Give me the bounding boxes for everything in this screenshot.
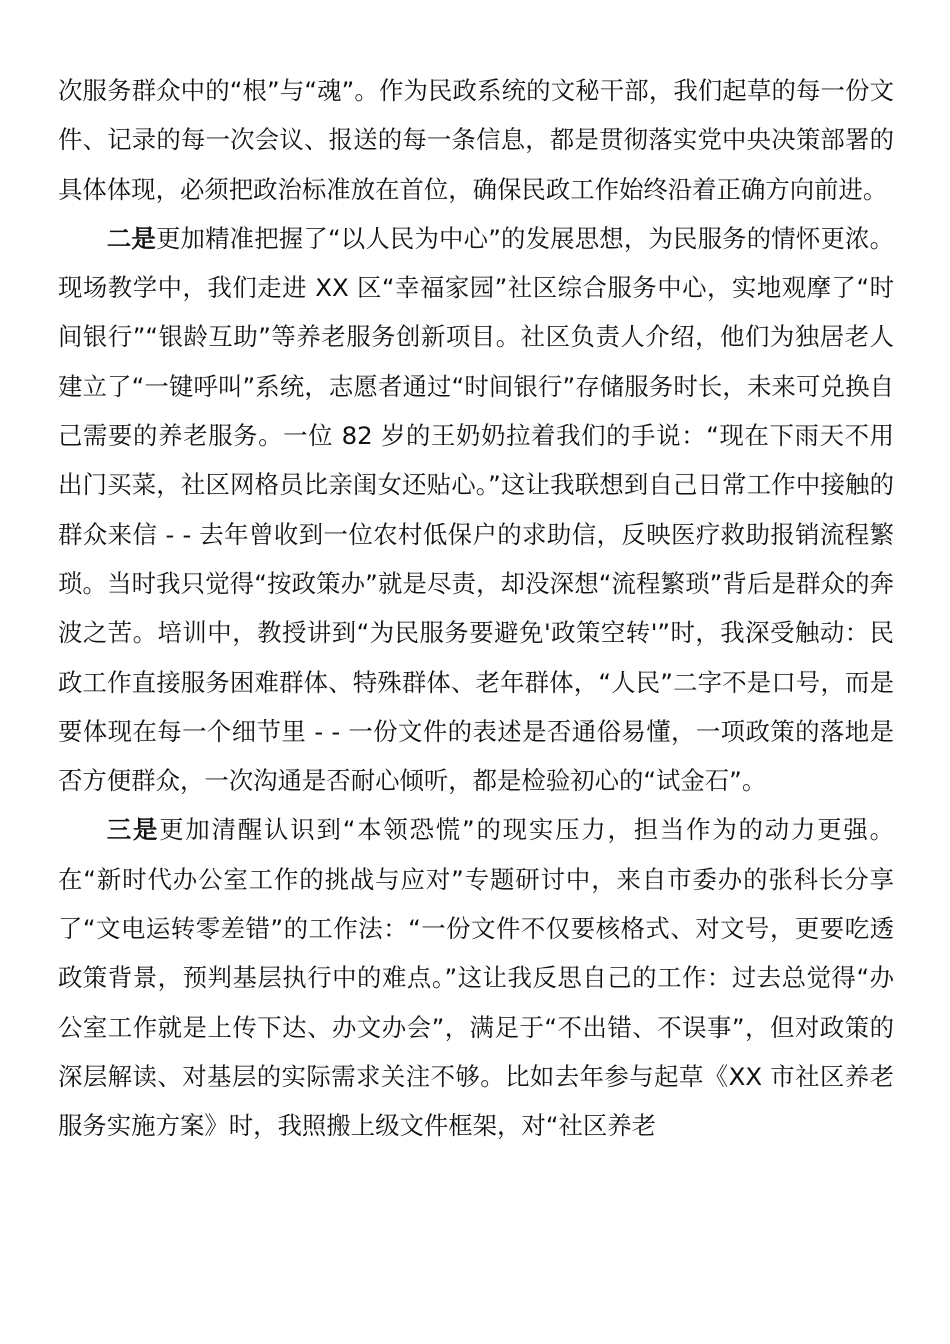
paragraph-3-text: 更加清醒认识到“本领恐慌”的现实压力，担当作为的动力更强。在“新时代办公室工作的挑战与应对”专题研讨中，来自市委办的张科长分享了“文电运转零差错”的工作法：“一份文件不仅要核格式、对文号，更要吃透政策背景，预判基层执行中的难点。”这让我反思自己的工作：过去总觉得“办公室工作就是上传下达、办文办会”，满足于“不出错、不误事”，但对政策的深层解读、对基层的实际需求关注不够。比如去年参与起草《XX 市社区养老服务实施方案》时，我照搬上级文件框架，对“社区养老	[58, 815, 894, 1141]
paragraph-2-text: 更加精准把握了“以人民为中心”的发展思想，为民服务的情怀更浓。现场教学中，我们走进 XX 区“幸福家园”社区综合服务中心，实地观摩了“时间银行”“银龄互助”等养老服务创新项目。社区负责人介绍，他们为独居老人建立了“一键呼叫”系统，志愿者通过“时间银行”存储服务时长，未来可兑换自己需要的养老服务。一位 82 岁的王奶奶拉着我们的手说：“现在下雨天不用出门买菜，社区网格员比亲闺女还贴心。”这让我联想到自己日常工作中接触的群众来信 - - 去年曾收到一位农村低保户的求助信，反映医疗救助报销流程繁琐。当时我只觉得“按政策办”就是尽责，却没深想“流程繁琐”背后是群众的奔波之苦。培训中，教授讲到“为民服务要避免'政策空转'”时，我深受触动：民政工作直接服务困难群体、特殊群体、老年群体，“人民”二字不是口号，而是要体现在每一个细节里 - - 一份文件的表述是否通俗易懂，一项政策的落地是否方便群众，一次沟通是否耐心倾听，都是检验初心的“试金石”。	[58, 223, 894, 796]
paragraph-2-lead: 二是	[106, 223, 156, 253]
document-page	[58, 66, 894, 1151]
paragraph-3	[58, 805, 894, 1150]
paragraph-1	[58, 66, 894, 214]
paragraph-2	[58, 214, 894, 806]
paragraph-3-lead: 三是	[106, 815, 160, 845]
paragraph-1-text: 次服务群众中的“根”与“魂”。作为民政系统的文秘干部，我们起草的每一份文件、记录的每一次会议、报送的每一条信息，都是贯彻落实党中央决策部署的具体体现，必须把政治标准放在首位，确保民政工作始终沿着正确方向前进。	[58, 76, 894, 204]
